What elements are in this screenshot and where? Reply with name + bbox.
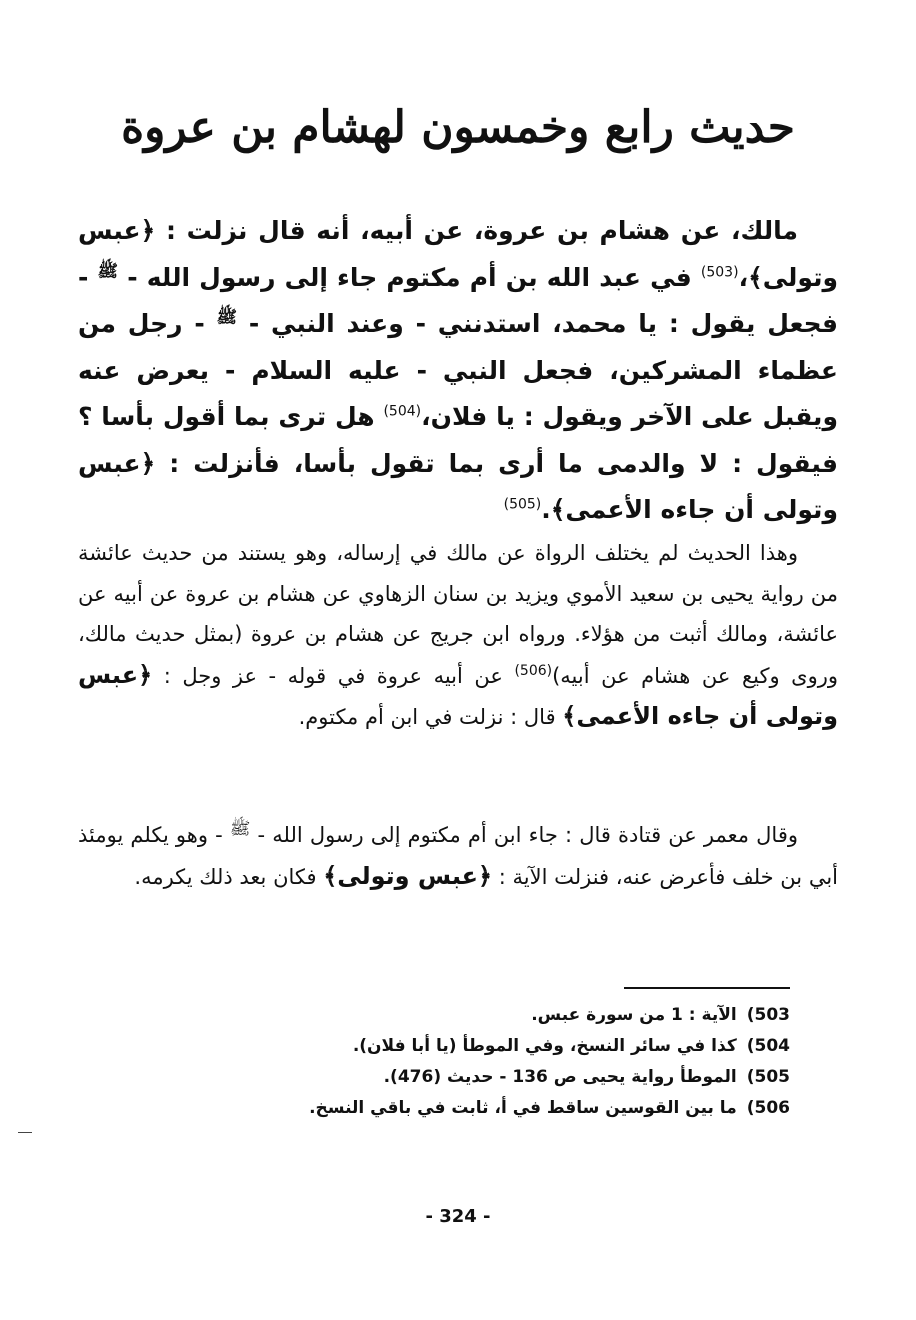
footnote-number: 504) <box>746 1036 790 1056</box>
footnote-text: ما بين القوسين ساقط في أ، ثابت في باقي النسخ. <box>309 1098 737 1118</box>
footnote-text: الآية : 1 من سورة عبس. <box>531 1005 737 1025</box>
quran-quote: ﴿عبس وتولى أن جاءه الأعمى﴾ <box>78 660 838 730</box>
footnote <box>120 1000 790 1031</box>
footnote-separator <box>624 987 790 989</box>
commentary-paragraph <box>78 533 838 738</box>
footnote <box>120 1093 790 1124</box>
footnote-ref[interactable]: (503) <box>700 264 739 281</box>
commentary-text: عن أبيه عروة في قوله - عز وجل : <box>152 663 515 688</box>
commentary-text: قال : نزلت في ابن أم مكتوم. <box>298 705 563 729</box>
footnotes <box>120 1000 790 1124</box>
footnote-ref[interactable]: (506) <box>514 662 553 679</box>
salawat-glyph: ﷺ <box>97 261 119 282</box>
hadith-text: - فجعل يقول : يا محمد، استدنني - وعند النبي - <box>78 262 839 338</box>
hadith-text: مالك، عن هشام بن عروة، عن أبيه، أنه قال نزلت : <box>155 216 798 245</box>
hadith-text: - رجل من عظماء المشركين، فجعل النبي - عليه السلام - يعرض عنه ويقبل على الآخر ويقول : يا فلان، <box>78 309 838 431</box>
footnote-text: الموطأ رواية يحيى ص 136 - حديث (476). <box>383 1067 737 1087</box>
footnote-number: 506) <box>746 1098 790 1118</box>
page-number: - 324 - <box>425 1206 491 1227</box>
footnote <box>120 1031 790 1062</box>
hadith-text: هل ترى بما أقول بأسا ؟ فيقول : لا والدمى ما أرى بما تقول بأسا، فأنزلت : <box>78 402 838 478</box>
hadith-text: ، <box>738 262 749 292</box>
quran-quote: ﴿عبس وتولى أن جاءه الأعمى﴾ <box>78 448 838 524</box>
commentary-text: وهذا الحديث لم يختلف الرواة عن مالك في إرساله، وهو يستند من حديث عائشة من رواية يحيى بن سعيد الأموي ويزيد بن سنان الزهاوي عن هشام بن عروة عن أبيه عن عائشة، ومالك أثبت من هؤلاء. ورواه ابن جريج عن هشام بن عروة (بمثل حديث مالك، وروى وكيع عن هشام عن أبيه) <box>78 541 838 688</box>
quran-quote: ﴿عبس وتولى﴾ <box>78 216 838 292</box>
commentary-paragraph <box>78 815 838 897</box>
salawat-glyph: ﷺ <box>229 819 251 839</box>
footnote-number: 505) <box>746 1067 790 1087</box>
page-title: حديث رابع وخمسون لهشام بن عروة <box>121 102 795 153</box>
hadith-text: . <box>541 495 551 524</box>
commentary-text: وقال معمر عن قتادة قال : جاء ابن أم مكتوم إلى رسول الله - <box>250 823 799 847</box>
hadith-text: في عبد الله بن أم مكتوم جاء إلى رسول الله - <box>118 262 701 292</box>
footnote-ref[interactable]: (505) <box>503 496 542 513</box>
hadith-paragraph <box>78 208 838 534</box>
commentary-text: فكان بعد ذلك يكرمه. <box>134 864 324 889</box>
footnote-text: كذا في سائر النسخ، وفي الموطأ (يا أبا فلان). <box>352 1036 737 1056</box>
salawat-glyph: ﷺ <box>216 307 238 328</box>
margin-mark <box>18 1132 32 1133</box>
footnote <box>120 1062 790 1093</box>
footnote-number: 503) <box>746 1005 790 1025</box>
commentary-text: - وهو يكلم يومئذ أبي بن خلف فأعرض عنه، فنزلت الآية : <box>78 823 838 889</box>
quran-quote: ﴿عبس وتولى﴾ <box>323 861 493 890</box>
footnote-ref[interactable]: (504) <box>383 403 422 420</box>
